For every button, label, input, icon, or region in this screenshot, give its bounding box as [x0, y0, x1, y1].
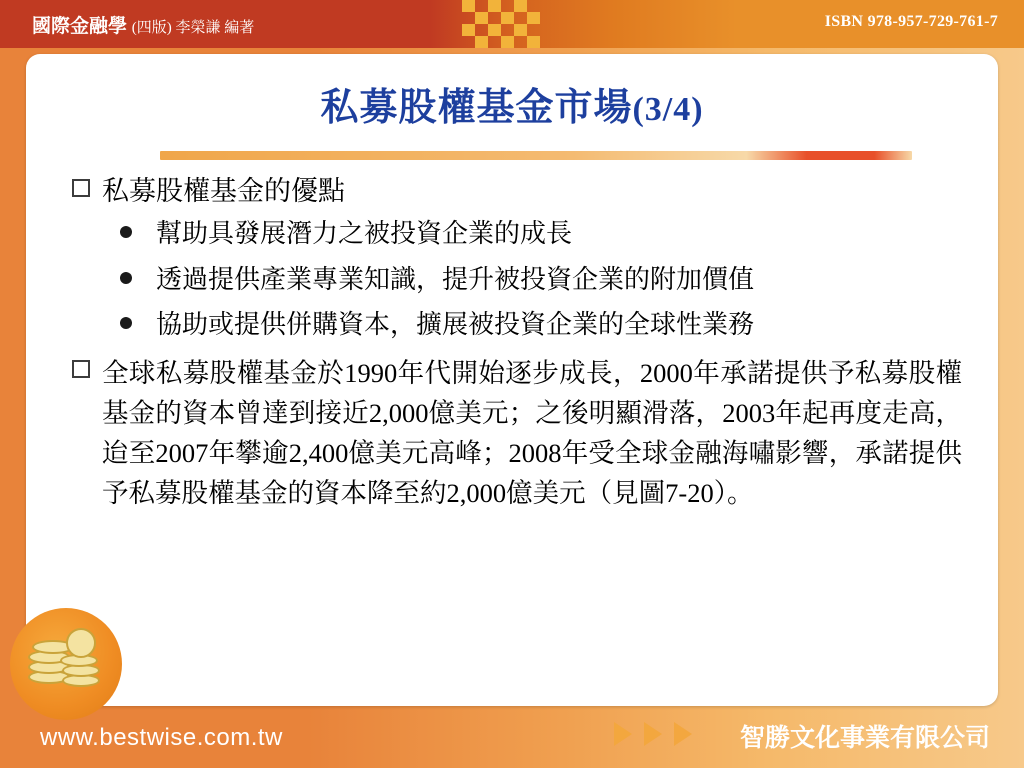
bullet-list [72, 172, 962, 518]
book-title-main: 國際金融學 [32, 16, 128, 37]
list-item-text: 私募股權基金的優點 [102, 176, 345, 206]
list-item [72, 307, 962, 343]
round-bullet-icon [72, 307, 156, 329]
title-divider [160, 151, 912, 160]
square-bullet-icon [72, 353, 102, 378]
page-title-sequence: (3/4) [632, 91, 704, 128]
square-bullet-icon [72, 172, 102, 197]
round-bullet-icon [72, 262, 156, 284]
book-title [32, 11, 254, 38]
round-bullet-icon [72, 216, 156, 238]
header-bar [0, 0, 1024, 48]
list-item [72, 172, 962, 210]
checkerboard-decoration [462, 0, 562, 48]
page-title [26, 76, 998, 131]
book-edition: (四版) 李榮謙 編著 [131, 20, 255, 36]
list-item-text: 幫助具發展潛力之被投資企業的成長 [156, 219, 573, 249]
list-item-text: 全球私募股權基金於1990年代開始逐步成長，2000年承諾提供予私募股權基金的資本曾達到接近2,000億美元；之後明顯滑落，2003年起再度走高，迨至2007年攀逾2,400億美元高峰；2008年受全球金融海嘯影響，承諾提供予私募股權基金的資本降至約2,000億美元（見圖7-20）。 [102, 357, 962, 509]
footer-bar [0, 706, 1024, 768]
list-item-text: 協助或提供併購資本，擴展被投資企業的全球性業務 [156, 310, 755, 340]
list-item [72, 262, 962, 298]
publisher-name: 智勝文化事業有限公司 [739, 725, 990, 752]
page-title-text: 私募股權基金市場 [320, 87, 633, 129]
list-item [72, 216, 962, 252]
isbn-label: ISBN 978-957-729-761-7 [824, 13, 998, 30]
coins-illustration [10, 608, 122, 720]
list-item-text: 透過提供產業專業知識，提升被投資企業的附加價值 [156, 264, 755, 294]
list-item [72, 353, 962, 514]
sub-bullet-list [72, 216, 962, 343]
website-url[interactable]: www.bestwise.com.tw [40, 724, 283, 751]
arrow-decoration-icon [614, 722, 734, 746]
slide-content-card [26, 54, 998, 706]
